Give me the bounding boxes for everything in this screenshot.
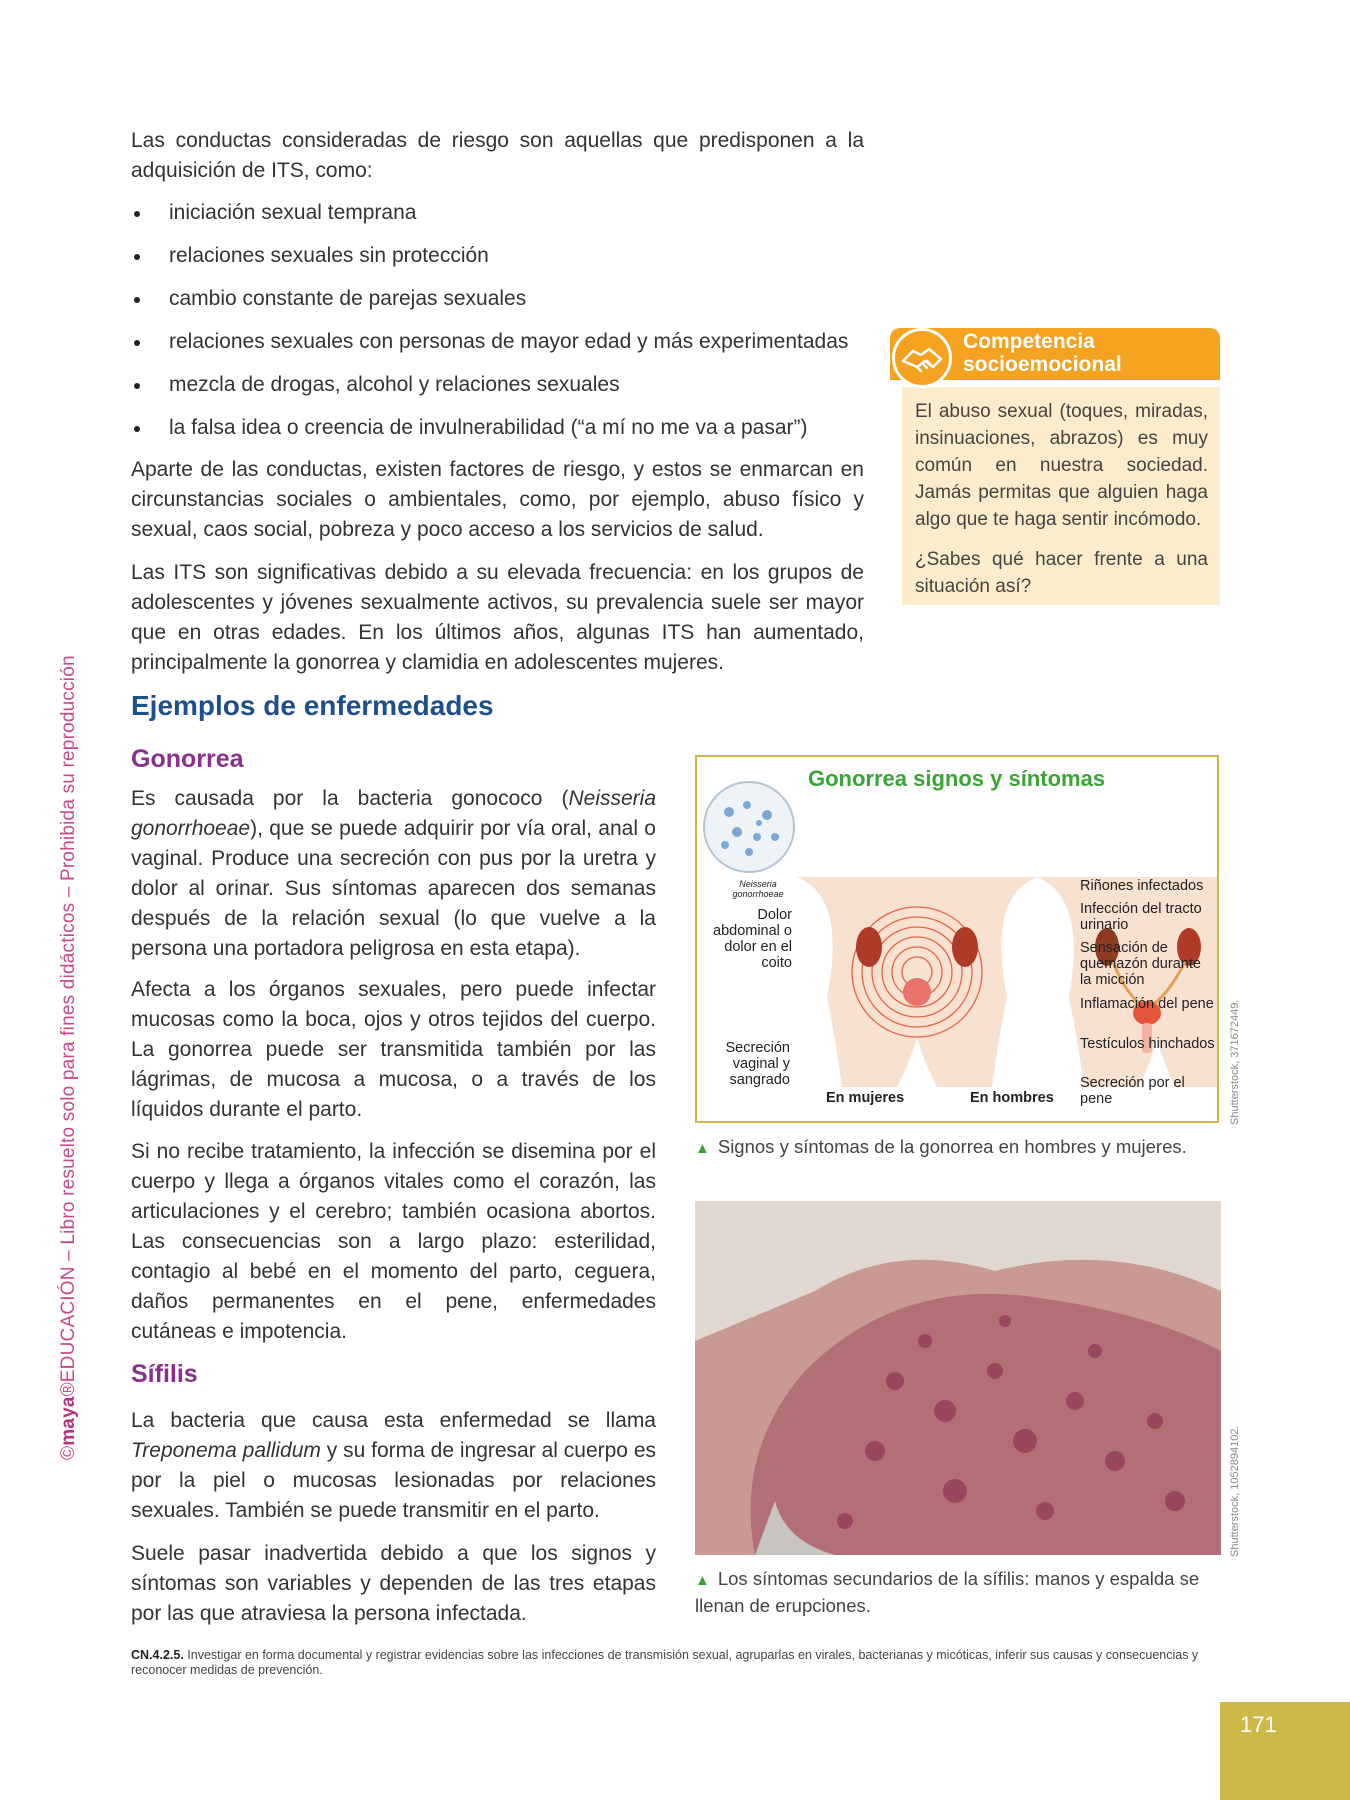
side-copyright-text (58, 655, 80, 1460)
left-symptom-label: Dolor abdominal o dolor en el coito (713, 907, 792, 971)
gonorrea-paragraph-3: Si no recibe tratamiento, la infección se disemina por el cuerpo y llega a órganos vitales como el corazón, las articulaciones y el cerebro; también ocasiona abortos. Las consecuencias son a largo plazo: esterilidad, contagio al bebé en el momento del parto, ceguera, daños permanentes en el pene, enfermedades cutáneas e impotencia. (131, 1140, 656, 1343)
right-symptom-label: Testículos hinchados (1080, 1036, 1215, 1052)
bacteria-label (718, 879, 798, 899)
gonorrea-title: Gonorrea (131, 745, 244, 773)
page-number-tab (1220, 1702, 1350, 1800)
competencia-title-line: socioemocional (963, 353, 1122, 376)
curriculum-text: Investigar en forma documental y registrar evidencias sobre las infecciones de transmisión sexual, agruparlas en virales, bacterianas y micóticas, inferir sus causas y consecuencias y reconocer medidas de prevención. (131, 1648, 1199, 1677)
list-item: cambio constante de parejas sexuales (131, 284, 871, 327)
right-symptom-label: Riñones infectados (1080, 878, 1204, 894)
scientific-name: Treponema pallidum (131, 1439, 321, 1462)
sifilis-paragraph-1 (131, 1406, 656, 1526)
gonorrea-paragraph-1 (131, 784, 656, 964)
right-symptom-label: Infección del tracto urinario (1080, 901, 1202, 933)
bacteria-label-line: gonorrhoeae (732, 889, 784, 899)
gonorrea-paragraph-2: Afecta a los órganos sexuales, pero puede infectar mucosas como la boca, ojos y otros tejidos del cuerpo. La gonorrea puede ser transmitida también por las lágrimas, de mucosa a mucosa, o a través de los líquidos durante el parto. (131, 978, 656, 1121)
curriculum-note (131, 1648, 1221, 1678)
list-item: iniciación sexual temprana (131, 198, 871, 241)
right-symptom-label: Sensación de quemazón durante la micción (1080, 940, 1201, 988)
caption-triangle-icon: ▲ (695, 1572, 710, 1589)
curriculum-code: CN.4.2.5. (131, 1648, 184, 1662)
list-item: relaciones sexuales sin protección (131, 241, 871, 284)
text-span: La bacteria que causa esta enfermedad se llama (131, 1409, 656, 1432)
figure-title: Gonorrea signos y síntomas (808, 766, 1106, 791)
scientific-name: Neisseria gonorrhoeae (131, 787, 656, 840)
text-span: ), que se puede adquirir por vía oral, anal o vaginal. Produce una secreción con pus por la uretra y dolor al orinar. Sus síntomas aparecen dos semanas después de la relación sexual (lo que vuelve a la persona una portadora peligrosa en esta etapa). (131, 817, 656, 960)
competencia-title-line: Competencia (963, 330, 1095, 353)
text-span: Es causada por la bacteria gonococo ( (131, 787, 569, 810)
caption-text: Signos y síntomas de la gonorrea en hombres y mujeres. (717, 1136, 1187, 1157)
copyright-notice: ®EDUCACIÓN – Libro resuelto solo para fines didácticos – Prohibida su reproducción (58, 655, 79, 1397)
list-item: relaciones sexuales con personas de mayor edad y más experimentadas (131, 327, 871, 370)
caption-text: Los síntomas secundarios de la sífilis: manos y espalda se llenan de erupciones. (695, 1568, 1200, 1616)
sifilis-title: Sífilis (131, 1360, 198, 1388)
competencia-paragraph-1: El abuso sexual (toques, miradas, insinuaciones, abrazos) es muy común en nuestra sociedad. Jamás permitas que alguien haga algo que te haga sentir incómodo. (915, 401, 1208, 530)
figure-caption (695, 1134, 1225, 1161)
intro-paragraph: Las conductas consideradas de riesgo son aquellas que predisponen a la adquisición de ITS, como: (131, 129, 864, 182)
list-item: la falsa idea o creencia de invulnerabilidad (“a mí no me va a pasar”) (131, 413, 871, 456)
men-label: En hombres (970, 1090, 1054, 1106)
handshake-icon (892, 328, 952, 388)
hand-rash-illustration (695, 1201, 1221, 1555)
photo-credit: Shutterstock, 1052894102. (1229, 1425, 1241, 1557)
photo-caption (695, 1566, 1215, 1618)
figure-credit: Shutterstock, 371672449. (1229, 999, 1241, 1125)
sifilis-paragraph-2: Suele pasar inadvertida debido a que los signos y síntomas son variables y dependen de las tres etapas por las que atraviesa la persona infectada. (131, 1542, 656, 1625)
women-label: En mujeres (826, 1090, 905, 1106)
competencia-paragraph-2: ¿Sabes qué hacer frente a una situación así? (915, 549, 1208, 597)
sifilis-hand-photo (695, 1201, 1221, 1555)
right-symptom-label: Secreción por el pene (1080, 1075, 1185, 1107)
bacteria-label-line: Neisseria (739, 879, 777, 889)
risk-behaviors-list (131, 198, 871, 456)
competencia-title (963, 330, 1213, 376)
its-paragraph: Las ITS son significativas debido a su elevada frecuencia: en los grupos de adolescentes y jóvenes sexualmente activos, su prevalencia suele ser mayor que en otras edades. En los últimos años, algunas ITS han aumentado, principalmente la gonorrea y clamidia en adolescentes mujeres. (131, 561, 864, 674)
page-number: 171 (1240, 1712, 1277, 1737)
copyright-symbol: © (58, 1445, 79, 1460)
caption-triangle-icon: ▲ (695, 1140, 710, 1157)
right-symptom-label: Inflamación del pene (1080, 996, 1214, 1012)
text-span: y su forma de ingresar al cuerpo es por la piel o mucosas lesionadas por relaciones sexuales. También se puede transmitir en el parto. (131, 1439, 656, 1522)
list-item: mezcla de drogas, alcohol y relaciones sexuales (131, 370, 871, 413)
left-symptom-label: Secreción vaginal y sangrado (725, 1040, 790, 1088)
brand-name: maya (58, 1396, 79, 1446)
factors-paragraph: Aparte de las conductas, existen factores de riesgo, y estos se enmarcan en circunstancias sociales o ambientales, como, por ejemplo, abuso físico y sexual, caos social, pobreza y poco acceso a los servicios de salud. (131, 458, 864, 541)
section-title: Ejemplos de enfermedades (131, 690, 494, 721)
